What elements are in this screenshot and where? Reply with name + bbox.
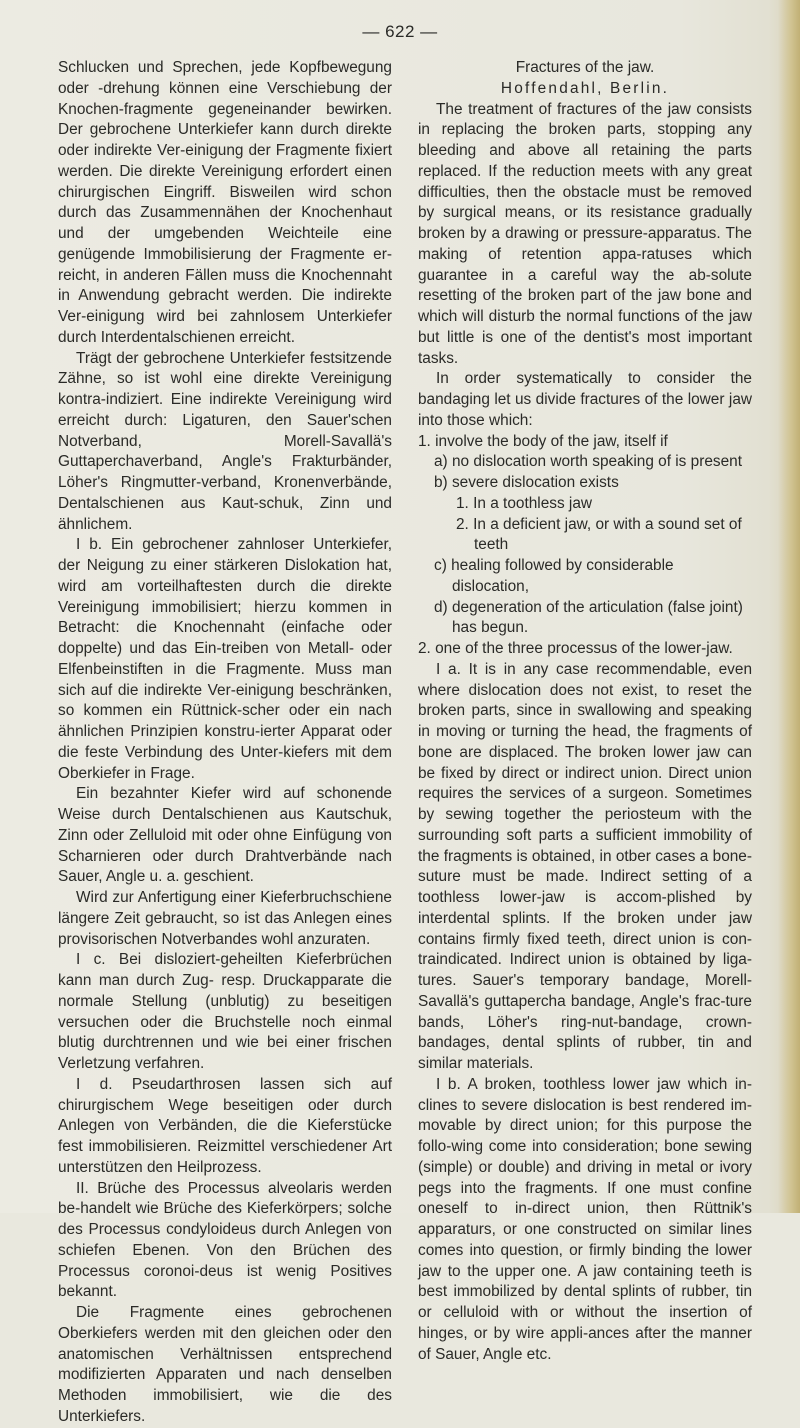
german-paragraph: Ein bezahnter Kiefer wird auf schonende Weise durch Dentalschienen aus Kautschuk, Zinn oder Zelluloid mit oder ohne Einfügung von Scharnieren oder durch Drahtverbände nach Sauer, Angle u. a. geschient. <box>58 785 392 886</box>
german-paragraph: Schlucken und Sprechen, jede Kopfbewegung oder -drehung können eine Verschiebung der Knochen-fragmente gegeneinander bewirken. Der gebrochene Unterkiefer kann durch direkte oder indirekte Ver-einigung der Fragmente fixiert werden. Die direkte Vereinigung erfordert einen chirurgischen Eingriff. Bisweilen wird schon durch das Zusammennähen der Knochenhaut und der umgebenden Weichteile eine genügende Immobilisierung der Fragmente er-reicht, in anderen Fällen muss die Knochennaht in Anwendung gebracht werden. Die indirekte Ver-einigung wird bei zahnlosem Unterkiefer durch Interdentalschienen erreicht. <box>58 59 392 346</box>
english-paragraph: Hoffendahl, Berlin. <box>500 79 670 97</box>
english-paragraph: I b. A broken, toothless lower jaw which in-clines to severe dislocation is best rendered im-movable by direct union; for this purpose the follo-wing come into consideration; bone sewing (simple) or double) and driving in metal or ivory pegs into the fragments. If one must confine oneself to in-direct union, then Rüttnik's apparaturs, or one constructed on similar lines comes into question, or firmly binding the lower jaw to the upper one. A jaw containing teeth is best immobilized by dental splints of rubber, tin or celluloid with or without the insertion of hinges, or by wire appli-ances after the manner of Sauer, Angle etc. <box>418 1075 752 1363</box>
english-paragraph: 1. involve the body of the jaw, itself if <box>418 432 668 450</box>
german-paragraph: Trägt der gebrochene Unterkiefer festsitzende Zähne, so ist wohl eine direkte Vereinigung kontra-indiziert. Eine indirekte Vereinigung wird erreicht durch: Ligaturen, den Sauer'schen Notverband, Morell-Savallä's Guttaperchaverband, Angle's Frakturbänder, Löher's Ringmutter-verband, Kronenverbände, Dentalschienen aus Kaut-schuk, Zinn und ähnlichem. <box>58 349 392 533</box>
english-paragraph: I a. It is in any case recommendable, even where dislocation does not exist, to reset the broken parts, since in swallowing and speaking in moving or turning the head, the fragments of bone are displaced. The broken lower jaw can be fixed by direct or indirect union. Direct union requires the services of a surgeon. Sometimes by sewing together the periosteum with the surrounding soft parts a sufficient immobility of the fragments is obtained, in otber cases a bone-suture must be made. Indirect setting of a toothless lower-jaw is accom-plished by interdental splints. If the broken under jaw contains firmly fixed teeth, direct union is con-traindicated. Indirect union is obtained by liga-tures. Sauer's temporary bandage, Morell-Savallä's guttapercha bandage, Angle's frac-ture bands, Löher's ring-nut-bandage, crown-bandages, dental splints of rubber, tin and similar materials. <box>418 660 752 1072</box>
english-paragraph: 1. In a toothless jaw <box>456 494 593 512</box>
german-paragraph: Wird zur Anfertigung einer Kieferbruchschiene längere Zeit gebraucht, so ist das Anlegen eines provisorischen Notverbandes wohl anzuraten. <box>58 889 392 948</box>
german-paragraph: I b. Ein gebrochener zahnloser Unterkiefer, der Neigung zu einer stärkeren Dislokation hat, wird am vorteilhaftesten durch die direkte Vereinigung immobilisiert; hierzu kommen in Betracht: die Knochennaht (einfache oder doppelte) und das Ein-treiben von Metall- oder Elfenbeinstiften in die Fragmente. Muss man sich auf die indirekte Ver-einigung beschränken, so kommen ein Rüttnick-scher oder ein nach ähnlichen Prinzipien konstru-ierter Apparat oder die feste Verbindung des Unter-kiefers mit dem Oberkiefer in Frage. <box>58 536 392 782</box>
english-paragraph: In order systematically to consider the bandaging let us divide fractures of the lower jaw into those which: <box>418 370 752 429</box>
english-paragraph: c) healing followed by considerable dislocation, <box>434 557 674 595</box>
german-paragraph: I d. Pseudarthrosen lassen sich auf chirurgischem Wege beseitigen oder durch Anlegen von Verbänden, die die Kieferstücke fest immobilisieren. Reizmittel verschiedener Art unterstützen den Heilprozess. <box>58 1075 392 1176</box>
german-paragraph: I c. Bei disloziert-geheilten Kieferbrüchen kann man durch Zug- resp. Druckapparate die normale Stellung (unblutig) zu beseitigen versuchen oder die Bruchstelle noch einmal blutig durchtrennen und wie bei einer frischen Verletzung verfahren. <box>58 951 392 1072</box>
english-paragraph: d) degeneration of the articulation (false joint) has begun. <box>434 598 743 637</box>
german-text-column <box>58 58 392 1428</box>
german-paragraph: Die Fragmente eines gebrochenen Oberkiefers werden mit den gleichen oder den anatomischen Verhältnissen entsprechend modifizierten Apparaten und nach denselben Methoden immobilisiert, wie die des Unterkiefers. <box>58 1304 392 1425</box>
english-paragraph: Fractures of the jaw. <box>515 59 655 76</box>
german-paragraph: II. Brüche des Processus alveolaris werden be-handelt wie Brüche des Kieferkörpers; solche des Processus condyloideus durch Anlegen von schiefen Ebenen. Von den Brüchen des Processus coronoi-deus ist wenig Positives bekannt. <box>58 1179 392 1301</box>
english-paragraph: b) severe dislocation exists <box>434 474 619 491</box>
english-paragraph: 2. In a deficient jaw, or with a sound set of teeth <box>456 515 742 554</box>
page-number: — 622 — <box>362 22 438 41</box>
english-paragraph: The treatment of fractures of the jaw consists in replacing the broken parts, stopping any bleeding and above all retaining the parts replaced. If the reduction meets with any great difficulties, then the obstacle must be removed by surgical means, or its resistance gradually broken by a drawing or pressure-apparatus. The making of retention appa-ratuses which guarantee in a careful way the ab-solute resetting of the broken part of the jaw bone and which will disturb the normal functions of the jaw but little is one of the dentist's most important tasks. <box>418 100 752 367</box>
english-text-column <box>418 58 752 1365</box>
english-paragraph: a) no dislocation worth speaking of is present <box>434 453 742 471</box>
page-edge-stain <box>778 0 800 1213</box>
english-paragraph: 2. one of the three processus of the lower-jaw. <box>418 640 733 657</box>
